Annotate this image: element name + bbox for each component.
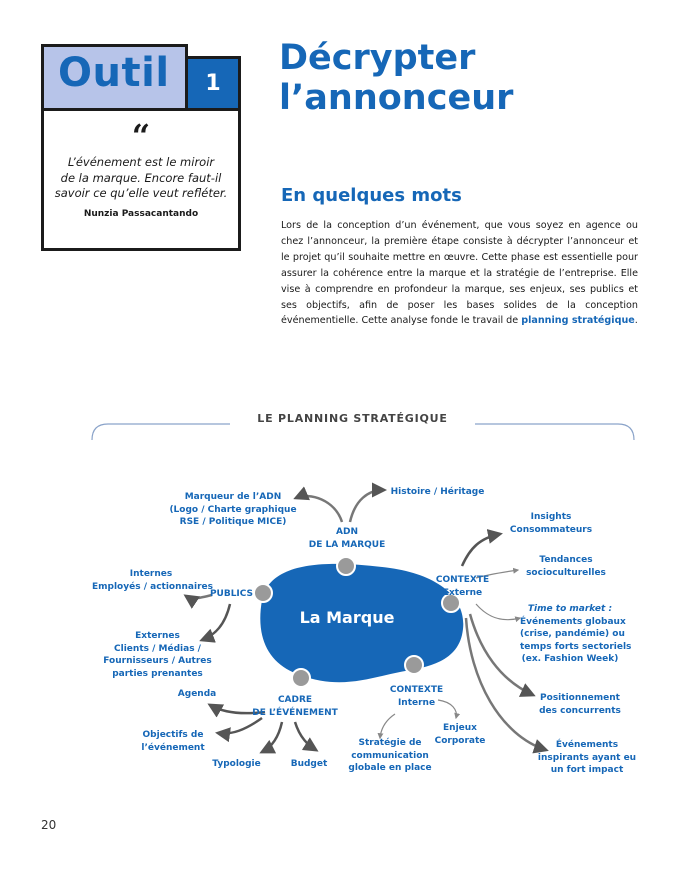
publics-internes-label [92,568,213,593]
quote-line: L’événement est le miroir [67,155,215,169]
label-line: Marqueur de l’ADN [184,492,282,502]
label-line: Stratégie de [358,738,422,748]
label-line: Insights [530,512,572,522]
label-line: Externes [135,631,180,641]
label-line: RSE / Politique MICE) [179,517,287,527]
agenda-label: Agenda [177,689,217,699]
quote-author: Nunzia Passacantando [83,208,199,219]
node-cadre [292,669,310,687]
diagram-heading: LE PLANNING STRATÉGIQUE [230,412,475,425]
label-line: un fort impact [550,765,624,775]
brand-center-label: La Marque [299,608,395,627]
section-title: En quelques mots [281,185,462,206]
tool-word: Outil [58,50,170,96]
label-line: Tendances [539,555,593,565]
label-line: Time to market : [527,604,613,614]
label-line: Objectifs de [142,730,204,740]
title-line: Décrypter [279,38,476,78]
label-line: communication [351,750,429,761]
marqueur-adn-label [168,491,298,529]
label-line: Corporate [434,735,486,746]
evenements-inspirants-label [537,739,637,777]
node-contexte-interne [405,656,423,674]
planning-strategique-link[interactable]: planning stratégique [521,315,635,327]
label-line: DE LA MARQUE [308,539,386,550]
arrow [296,496,342,522]
cadre-label [246,694,344,719]
label-line: Externe [442,587,483,598]
quote-line: savoir ce qu’elle veut refléter. [54,186,228,200]
paragraph-end: . [634,315,638,327]
section-bracket [92,424,634,440]
arrow [218,718,262,733]
node-publics [254,584,272,602]
arrow [295,722,316,750]
insights-label [505,511,597,536]
label-line: (Logo / Charte graphique [169,504,297,515]
title-line: l’annonceur [279,78,514,118]
arrow [462,534,500,566]
histoire-label: Histoire / Héritage [390,487,485,497]
label-line: Internes [129,569,173,579]
paragraph-text: Lors de la conception d’un événement, que vous soyez en agence ou chez l’annonceur, la première étape consiste à décrypter l’annonceur et le projet qu’il souhaite mettre en œuvre. Cette phase est essentielle pour assurer la cohérence entre la marque et la stratégie de l’entreprise. Elle vise à comprendre en profondeur la marque, ses enjeux, ses publics et ses objectifs, afin de poser les bases solides de la conception événementielle. Cette analyse fonde le travail de [281,220,638,327]
label-line: l’événement [141,742,205,753]
label-line: temps forts sectoriels [520,641,632,652]
tendances-label [520,554,612,579]
label-line: (ex. Fashion Week) [521,654,619,664]
quote-mark-icon: “ [131,117,151,155]
tool-number-badge: 1 [188,56,241,111]
publics-externes-label [100,630,215,680]
adn-label [307,526,387,551]
label-line: des concurrents [539,705,621,716]
label-line: Clients / Médias / [114,643,201,654]
objectifs-label [138,729,208,754]
positionnement-label [534,692,626,717]
arrow [350,490,384,522]
label-line: Événements [555,740,619,750]
page-number: 20 [41,818,57,832]
budget-label: Budget [290,759,328,769]
publics-label: PUBLICS [209,589,254,599]
typologie-label: Typologie [212,759,261,769]
label-line: Employés / actionnaires [92,581,213,592]
label-line: (crise, pandémie) ou [520,629,625,639]
node-adn [337,557,355,575]
label-line: Fournisseurs / Autres [103,656,212,666]
label-line: Événements globaux [520,616,626,627]
arrow [262,722,282,752]
label-line: Enjeux [443,723,477,733]
arrow [380,714,395,738]
strategie-communication-label [345,737,435,775]
label-line: Positionnement [540,693,620,703]
label-line: socioculturelles [526,567,606,578]
time-to-market-label [520,603,632,666]
label-line: CONTEXTE [435,575,490,585]
label-line: CADRE [277,695,313,705]
label-line: parties prenantes [112,668,203,679]
contexte-externe-label [430,574,495,599]
label-line: ADN [336,527,358,537]
label-line: Interne [397,697,436,708]
label-line: Consommateurs [509,524,593,535]
label-line: inspirants ayant eu [537,752,637,763]
label-line: DE L’ÉVÉNEMENT [252,707,338,718]
quote-line: de la marque. Encore faut-il [60,170,222,185]
enjeux-corporate-label [430,722,490,747]
label-line: CONTEXTE [389,685,444,695]
arrow [476,604,520,620]
contexte-interne-label [384,684,449,709]
label-line: globale en place [348,763,432,773]
